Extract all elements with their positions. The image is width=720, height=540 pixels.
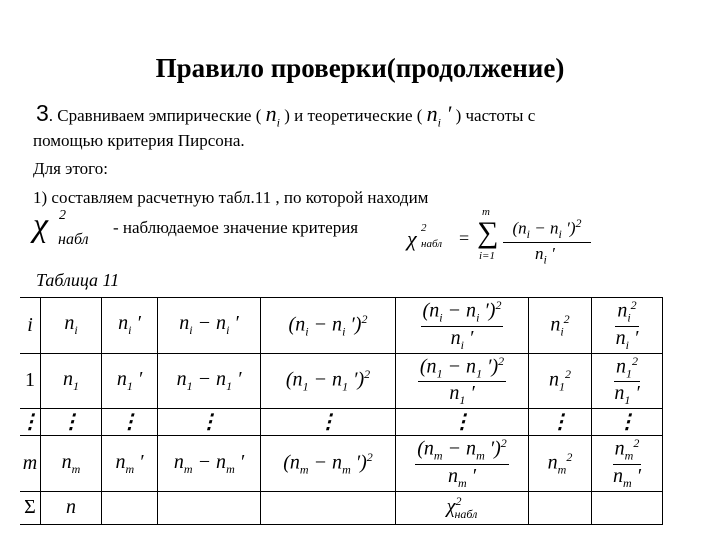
table-caption: Таблица 11 bbox=[36, 270, 120, 290]
table-cell: $n_m$ bbox=[41, 436, 102, 492]
table-cell: ⋮ bbox=[102, 409, 158, 436]
table-cell: $\frac{n_i^2}{n_i '}$ bbox=[592, 298, 663, 354]
table-cell: ⋮ bbox=[592, 409, 663, 436]
table-cell: ⋮ bbox=[529, 409, 592, 436]
table-cell: n bbox=[41, 491, 102, 524]
table-row bbox=[20, 436, 663, 492]
intro-line-2: помощью критерия Пирсона. bbox=[33, 131, 245, 150]
table-cell: ⋮ bbox=[158, 409, 261, 436]
table-cell: ⋮ bbox=[20, 409, 41, 436]
table-cell: $n_i^2$ bbox=[529, 298, 592, 354]
table-row bbox=[20, 491, 663, 524]
chi-sub: набл bbox=[58, 231, 89, 248]
intro-text-a: . Сравниваем эмпирические ( bbox=[48, 106, 262, 125]
step-number: 3 bbox=[36, 100, 49, 126]
table-cell: $\frac{n_1^2}{n_1 '}$ bbox=[592, 353, 663, 409]
table-cell: $n_i$ ′ bbox=[102, 298, 158, 354]
table-cell: $\frac{(n_1 - n_1 ')^2}{n_1 '}$ bbox=[396, 353, 529, 409]
table-cell: $n_m^2$ bbox=[529, 436, 592, 492]
intro-line-3: Для этого: bbox=[33, 159, 108, 178]
table-cell: 1 bbox=[20, 353, 41, 409]
table-cell bbox=[529, 491, 592, 524]
table-cell: $n_i$ bbox=[41, 298, 102, 354]
table-row bbox=[20, 298, 663, 354]
table-cell: $\chi^2_{набл}$ bbox=[396, 491, 529, 524]
table-cell: ⋮ bbox=[261, 409, 396, 436]
table-cell: $n_i - n_i$ ′ bbox=[158, 298, 261, 354]
formula-ni-prime: $n_i$ ′ bbox=[426, 101, 452, 130]
table-cell: m bbox=[20, 436, 41, 492]
formula-ni: $n_i$ bbox=[265, 101, 280, 130]
calculation-table bbox=[20, 297, 663, 525]
table-cell: $n_1 - n_1$ ′ bbox=[158, 353, 261, 409]
pearson-formula: χ 2 набл = m ∑ i=1 ($n_i - n_i$ ′)$^2$ $n_i$ ′ bbox=[407, 210, 597, 270]
table-cell bbox=[102, 491, 158, 524]
chi-exp: 2 bbox=[59, 208, 66, 223]
table-cell: $\frac{(n_m - n_m ')^2}{n_m '}$ bbox=[396, 436, 529, 492]
table-cell: Σ bbox=[20, 491, 41, 524]
table-cell bbox=[592, 491, 663, 524]
table-cell: $n_1$ ′ bbox=[102, 353, 158, 409]
table-cell: i bbox=[20, 298, 41, 354]
intro-text-b: ) и теоретические ( bbox=[284, 106, 423, 125]
table-cell: ⋮ bbox=[396, 409, 529, 436]
table-cell: $n_1$ bbox=[41, 353, 102, 409]
table-cell: $\frac{(n_i - n_i ')^2}{n_i '}$ bbox=[396, 298, 529, 354]
table-cell: ($n_i - n_i$ ′)$^2$ bbox=[261, 298, 396, 354]
table-cell: $\frac{n_m^2}{n_m '}$ bbox=[592, 436, 663, 492]
chi-symbol: χ bbox=[33, 207, 48, 244]
intro-line-4: 1) составляем расчетную табл.11 , по которой находим bbox=[33, 188, 429, 207]
intro-text-c: ) частоты с bbox=[455, 106, 536, 125]
table-cell: $n_m - n_m$ ′ bbox=[158, 436, 261, 492]
table-row bbox=[20, 409, 663, 436]
table-cell: ⋮ bbox=[41, 409, 102, 436]
table-cell bbox=[158, 491, 261, 524]
table-cell: ($n_m - n_m$ ′)$^2$ bbox=[261, 436, 396, 492]
table-row bbox=[20, 353, 663, 409]
table-cell bbox=[261, 491, 396, 524]
intro-line-5: - наблюдаемое значение критерия bbox=[113, 218, 359, 237]
table-cell: ($n_1 - n_1$ ′)$^2$ bbox=[261, 353, 396, 409]
page-title: Правило проверки(продолжение) bbox=[155, 53, 565, 83]
table-cell: $n_1^2$ bbox=[529, 353, 592, 409]
intro-line-1 bbox=[36, 100, 535, 130]
table-cell: $n_m$ ′ bbox=[102, 436, 158, 492]
